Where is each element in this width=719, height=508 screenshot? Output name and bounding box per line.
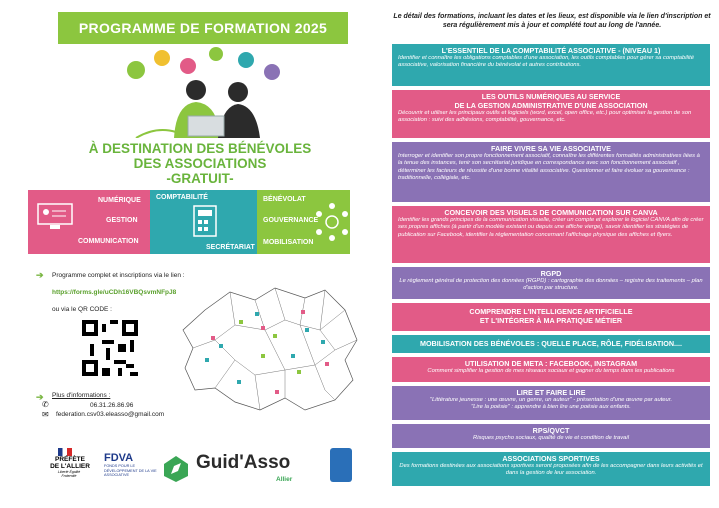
formation-desc: Découvrir et utiliser les principaux outils et logiciels (word, excel, open office, etc.) pour optimiser la gestion de son association : suivi des adhésions, comptabilité, gouvernance, etc. (398, 110, 692, 124)
program-title-banner (58, 12, 348, 44)
formation-outils-numeriques (392, 90, 710, 138)
tile-label-gestion: GESTION (106, 217, 138, 224)
idea-icon (209, 47, 223, 61)
person-head (186, 80, 206, 100)
formation-title: RGPD (540, 269, 562, 278)
formation-desc: Interroger et identifier son propre fonctionnement associatif, connaître les différentes formalités administratives liées à la tenue des instances, tenir son secrétariat juridique en correspondance avec son fonctionnement associatif , déterminer les facteurs de réussite d'une bonne vitalité associative. Questionner et faire évoluer sa gouvernance : traditionnelle, collégiale, etc. (398, 153, 700, 182)
info-label: Plus d'informations : (52, 392, 111, 399)
chart-icon (264, 64, 280, 80)
guidasso-subtitle: Allier (276, 476, 293, 483)
phone-number: 06.31.26.86.96 (90, 402, 134, 409)
tile-accounting (150, 190, 257, 254)
formation-title: RPS/QVCT (532, 426, 570, 435)
allier-map (175, 270, 365, 418)
prefecture-line2: DE L'ALLIER (50, 463, 90, 470)
formation-desc: Risques psycho sociaux, qualité de vie et condition de travail (473, 435, 629, 441)
tile-label-secretariat: SECRÉTARIAT (206, 244, 255, 251)
qr-label: ou via le QR CODE : (52, 306, 112, 313)
email-icon: ✉ (42, 410, 49, 419)
chat-icon (180, 58, 196, 74)
fdva-logo (104, 452, 160, 478)
formation-title: L'ESSENTIEL DE LA COMPTABILITÉ ASSOCIATIVE - (NIVEAU 1) (441, 46, 661, 55)
prefecture-logo (40, 448, 100, 478)
formation-title: LIRE ET FAIRE LIRE (516, 388, 586, 397)
formation-title: FAIRE VIVRE SA VIE ASSOCIATIVE (491, 144, 611, 153)
tile-label-benevolat: BÉNÉVOLAT (263, 196, 306, 203)
formation-meta (392, 357, 710, 382)
formation-comptabilite (392, 44, 710, 86)
tile-digital (28, 190, 150, 254)
phone-icon: ✆ (42, 400, 49, 409)
lightbulb-icon (127, 61, 145, 79)
program-link-label: Programme complet et inscriptions via le lien : (52, 272, 185, 279)
intro-text: Le détail des formations, incluant les dates et les lieux, est disponible via le lien d'inscription et sera régulièrement mis à jour et complété tout au long de l'année. (393, 13, 711, 29)
prefecture-line1: PRÉFÈTE (55, 456, 85, 463)
formation-desc: Comment simplifier la gestion de mes réseaux sociaux et gagner du temps dans les publications (427, 368, 675, 374)
formation-title-2: ET L'INTÉGRER À MA PRATIQUE MÉTIER (479, 316, 623, 325)
formation-mobilisation (392, 335, 710, 353)
program-title: PROGRAMME DE FORMATION 2025 (78, 20, 328, 36)
free-label: -GRATUIT- (166, 171, 234, 186)
formation-lire (392, 386, 710, 420)
formation-vie-associative (392, 142, 710, 202)
team-hands-icon (315, 202, 349, 242)
formation-canva (392, 206, 710, 263)
tile-label-gouvernance: GOUVERNANCE (263, 217, 319, 224)
prefecture-motto: Liberté Égalité Fraternité (57, 470, 81, 478)
formation-title: ASSOCIATIONS SPORTIVES (502, 454, 600, 463)
formation-desc-2: "Lire la poésie" : apprendre à bien lire une poésie aux enfants. (471, 404, 631, 411)
formation-desc: Identifier les grands principes de la communication visuelle, créer un compte et explorer le logiciel CANVA afin de créer ses propres affiches (à partir d'un modèle existant ou depuis une affiche vierge), savoir identifier les stratégies de publication sur Facebook, identifier la réglementation concernant l'affichage physique des affiches et flyers. (398, 217, 704, 238)
guidasso-compass-icon (162, 454, 190, 484)
computer-icon (36, 202, 76, 232)
partner-logo (330, 448, 352, 482)
audience-heading (40, 141, 360, 186)
arrow-right-icon-2: ➔ (36, 392, 44, 402)
formation-rgpd (392, 267, 710, 299)
formation-desc: Des formations destinées aux associations sportives seront proposées afin de les accompagner dans leurs activités et dans la gestion de leur association. (399, 463, 703, 477)
qr-code[interactable] (82, 320, 138, 376)
hero-illustration (96, 46, 316, 138)
laptop-icon (188, 116, 224, 136)
formation-rps (392, 424, 710, 448)
formation-ia (392, 303, 710, 331)
tile-label-numerique: NUMÉRIQUE (98, 197, 141, 204)
target-icon (238, 52, 254, 68)
fdva-subtitle: FONDS POUR LE DÉVELOPPEMENT DE LA VIE ASSOCIATIVE (104, 464, 157, 478)
arrow-right-icon: ➔ (36, 270, 44, 280)
tile-label-communication: COMMUNICATION (78, 238, 139, 245)
calculator-icon (190, 204, 220, 238)
formation-title: CONCEVOIR DES VISUELS DE COMMUNICATION SUR CANVA (444, 208, 658, 217)
email-address[interactable]: federation.csv03.eleasso@gmail.com (56, 411, 165, 418)
formation-title: LES OUTILS NUMÉRIQUES AU SERVICE (481, 92, 621, 101)
formation-title: COMPRENDRE L'INTELLIGENCE ARTIFICIELLE (469, 307, 633, 316)
formation-desc: Le règlement général de protection des données (RGPD) : cartographie des données – registre des traitements – plan d'action par structure. (399, 278, 703, 292)
tile-label-mobilisation: MOBILISATION (263, 239, 314, 246)
formation-title-2: DE LA GESTION ADMINISTRATIVE D'UNE ASSOCIATION (454, 101, 648, 110)
formation-title: MOBILISATION DES BÉNÉVOLES : QUELLE PLACE, RÔLE, FIDÉLISATION.... (419, 339, 683, 348)
formation-desc: Identifier et connaître les obligations comptables d'une association, les outils comptables pour gérer sa comptabilité associative, valorisation financière du bénévolat et autres contributions. (398, 55, 694, 69)
guidasso-wordmark: Guid'Asso (196, 452, 291, 473)
tile-volunteering (257, 190, 350, 254)
audience-line2: DES ASSOCIATIONS (133, 156, 267, 171)
tile-label-comptabilite: COMPTABILITÉ (156, 194, 208, 201)
gear-icon (154, 50, 170, 66)
formation-title: UTILISATION DE META : FACEBOOK, INSTAGRAM (464, 359, 638, 368)
formation-desc: "Littérature jeunesse : une œuvre, un genre, un auteur" - présentation d'une œuvre par auteur. (429, 397, 673, 403)
formation-sport (392, 452, 710, 486)
audience-line1: À DESTINATION DES BÉNÉVOLES (88, 141, 312, 156)
program-link[interactable]: https://forms.gle/uCDh16VBQsvmNFpJ8 (52, 289, 177, 296)
fdva-title: FDVA (104, 452, 134, 464)
